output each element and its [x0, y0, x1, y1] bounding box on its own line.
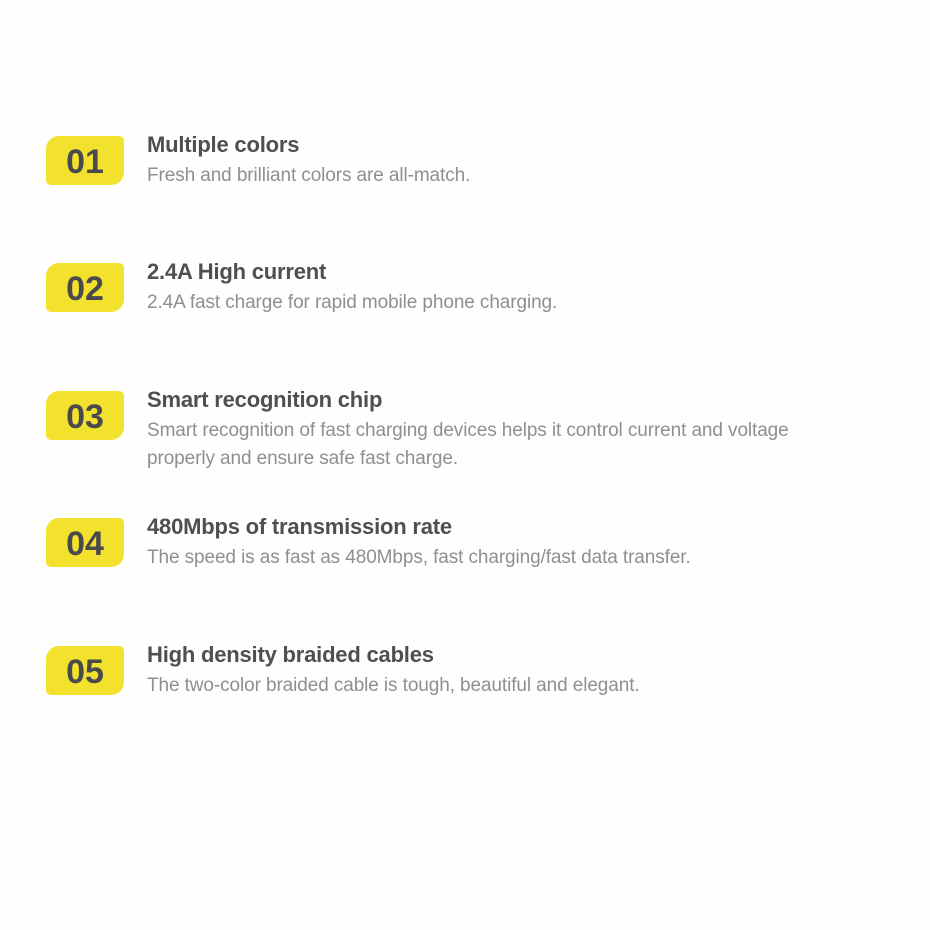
feature-number: 04 — [66, 525, 104, 563]
feature-description: The two-color braided cable is tough, beautiful and elegant. — [147, 675, 640, 696]
feature-text-block — [147, 513, 853, 572]
feature-number-badge — [46, 263, 124, 312]
feature-number: 02 — [66, 270, 104, 308]
feature-number-badge — [46, 646, 124, 695]
feature-text-block — [147, 131, 853, 190]
feature-number-badge — [46, 136, 124, 185]
feature-description: The speed is as fast as 480Mbps, fast charging/fast data transfer. — [147, 547, 691, 568]
feature-description: 2.4A fast charge for rapid mobile phone charging. — [147, 292, 558, 313]
feature-title: Smart recognition chip — [147, 387, 383, 412]
feature-number-badge — [46, 391, 124, 440]
feature-item — [46, 514, 853, 572]
feature-text-block — [147, 641, 853, 700]
feature-text-block — [147, 386, 853, 473]
feature-item — [46, 132, 853, 190]
feature-title: High density braided cables — [147, 642, 434, 667]
feature-number: 01 — [66, 143, 104, 181]
feature-title: 480Mbps of transmission rate — [147, 514, 452, 539]
feature-item — [46, 259, 853, 317]
feature-title: Multiple colors — [147, 132, 300, 157]
feature-number: 05 — [66, 653, 104, 691]
feature-item — [46, 387, 853, 473]
feature-number-badge — [46, 518, 124, 567]
feature-number: 03 — [66, 398, 104, 436]
feature-description: Smart recognition of fast charging devices helps it control current and voltage properly and ensure safe fast charge. — [147, 420, 789, 469]
feature-description: Fresh and brilliant colors are all-match. — [147, 165, 471, 186]
feature-text-block — [147, 258, 853, 317]
feature-item — [46, 642, 853, 700]
feature-title: 2.4A High current — [147, 259, 327, 284]
